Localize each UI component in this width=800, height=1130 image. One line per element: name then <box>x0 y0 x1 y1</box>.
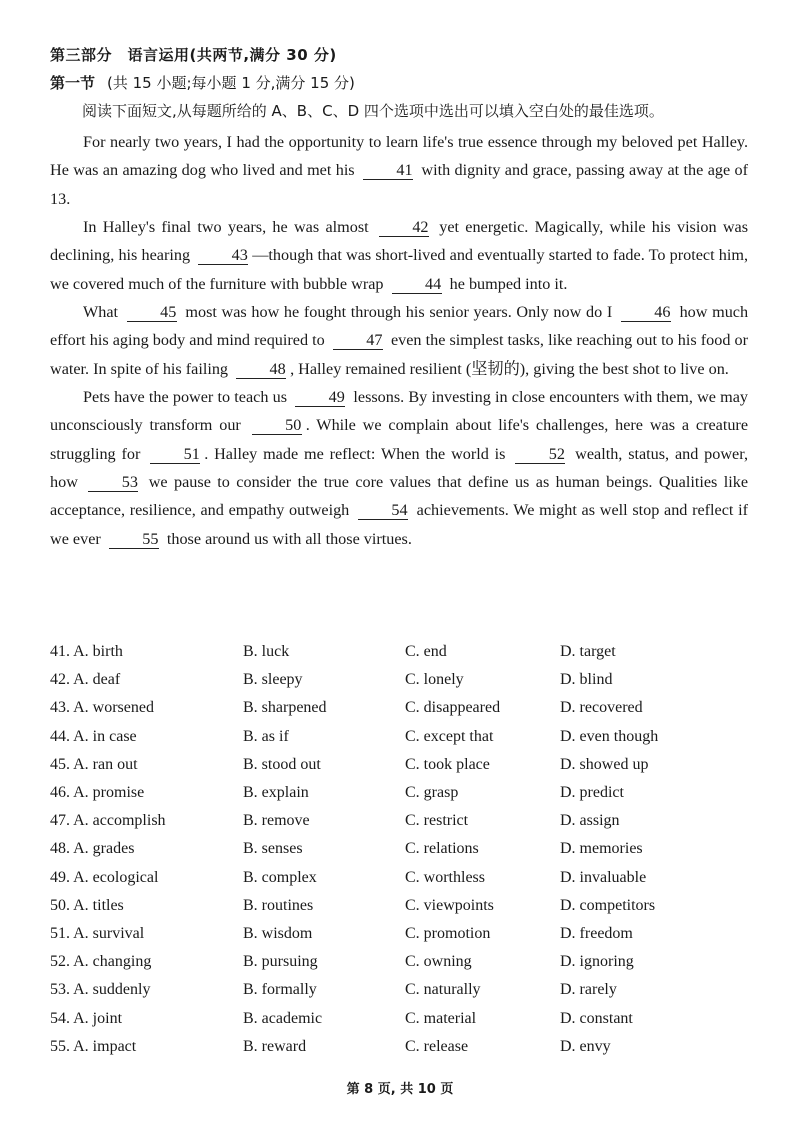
option-d: D. ignoring <box>560 953 634 971</box>
text: For nearly two years, I had the opportunity to learn life's true essence through my beloved pet Halley. He was an amazing dog who lived and met his <box>50 133 748 180</box>
blank-49: 49 <box>295 389 345 407</box>
option-c: C. took place <box>405 755 490 773</box>
blank-48: 48 <box>236 361 286 379</box>
text: Pets have the power to teach us <box>83 388 288 407</box>
option-d: D. recovered <box>560 699 643 717</box>
blank-54: 54 <box>358 502 408 520</box>
option-a: 51. A. survival <box>50 924 145 942</box>
option-a: 41. A. birth <box>50 643 123 661</box>
blank-51: 51 <box>150 446 200 464</box>
option-c: C. material <box>405 1009 477 1027</box>
option-row-42 <box>50 666 750 694</box>
option-c: C. promotion <box>405 924 491 942</box>
blank-47: 47 <box>333 332 383 350</box>
option-d: D. even though <box>560 727 659 745</box>
option-a: 53. A. suddenly <box>50 981 151 999</box>
option-row-45 <box>50 751 750 779</box>
option-row-41 <box>50 638 750 666</box>
option-d: D. assign <box>560 812 620 830</box>
option-a: 54. A. joint <box>50 1009 123 1027</box>
option-c: C. except that <box>405 727 494 745</box>
option-d: D. rarely <box>560 981 617 999</box>
blank-42: 42 <box>379 219 429 237</box>
text: In Halley's final two years, he was almost <box>83 218 369 237</box>
text: wealth, status, and power, how <box>50 444 749 492</box>
text: those around us with all those virtues. <box>166 529 412 548</box>
option-d: D. blind <box>560 671 613 689</box>
option-row-43 <box>50 694 750 722</box>
option-c: C. lonely <box>405 671 464 689</box>
cloze-passage <box>50 128 748 553</box>
option-row-54 <box>50 1004 750 1032</box>
option-c: C. disappeared <box>405 699 501 717</box>
option-a: 50. A. titles <box>50 896 124 914</box>
option-a: 55. A. impact <box>50 1037 137 1055</box>
option-row-47 <box>50 807 750 835</box>
option-c: C. restrict <box>405 812 469 830</box>
option-a: 49. A. ecological <box>50 868 159 886</box>
text: most was how he fought through his senior years. Only now do I <box>185 303 613 322</box>
option-b: B. academic <box>243 1009 323 1027</box>
option-b: B. sharpened <box>243 699 327 717</box>
section-info: (共 15 小题;每小题 1 分,满分 15 分) <box>107 74 355 92</box>
option-d: D. competitors <box>560 896 656 914</box>
option-row-51 <box>50 920 750 948</box>
blank-53: 53 <box>88 474 138 492</box>
text: we pause to consider the true core values that define us as human beings. Qualities like acceptance, resilience, and empathy outweigh <box>50 473 748 520</box>
option-row-53 <box>50 976 750 1004</box>
option-a: 48. A. grades <box>50 840 135 858</box>
option-c: C. naturally <box>405 981 481 999</box>
paragraph-1 <box>50 128 748 213</box>
option-row-49 <box>50 864 750 892</box>
text: —though that was short-lived and eventually started to fade. To protect him, we covered much of the furniture with bubble wrap <box>50 246 748 293</box>
text: , Halley remained resilient (坚韧的), giving the best shot to live on. <box>290 359 729 378</box>
option-a: 45. A. ran out <box>50 755 138 773</box>
option-b: B. formally <box>243 981 317 999</box>
text: achievements. We might as well stop and reflect if we ever <box>50 501 749 548</box>
option-d: D. target <box>560 643 616 661</box>
option-c: C. release <box>405 1037 469 1055</box>
blank-45: 45 <box>127 304 177 322</box>
option-a: 46. A. promise <box>50 784 145 802</box>
option-row-44 <box>50 723 750 751</box>
paragraph-3 <box>50 298 748 383</box>
option-d: D. freedom <box>560 924 633 942</box>
text: lessons. By investing in close encounters with them, we may unconsciously transform our <box>50 388 749 435</box>
option-c: C. relations <box>405 840 479 858</box>
text: how much effort his aging body and mind required to <box>50 303 749 350</box>
text: with dignity and grace, passing away at the age of 13. <box>50 161 749 208</box>
option-d: D. invaluable <box>560 868 647 886</box>
option-b: B. explain <box>243 784 309 802</box>
blank-44: 44 <box>392 276 442 294</box>
option-d: D. envy <box>560 1037 611 1055</box>
option-d: D. constant <box>560 1009 633 1027</box>
section-label: 第一节 <box>50 74 96 92</box>
option-b: B. complex <box>243 868 317 886</box>
options-table <box>50 638 750 1061</box>
text: . Halley made me reflect: When the world is <box>204 444 506 463</box>
option-a: 43. A. worsened <box>50 699 154 717</box>
option-row-50 <box>50 892 750 920</box>
blank-52: 52 <box>515 446 565 464</box>
option-b: B. senses <box>243 840 303 858</box>
option-b: B. routines <box>243 896 314 914</box>
option-c: C. end <box>405 643 447 661</box>
option-b: B. luck <box>243 643 290 661</box>
paragraph-2 <box>50 213 748 298</box>
instruction: 阅读下面短文,从每题所给的 A、B、C、D 四个选项中选出可以填入空白处的最佳选项。 <box>82 102 664 120</box>
text: What <box>83 303 119 322</box>
option-row-48 <box>50 835 750 863</box>
option-c: C. owning <box>405 953 472 971</box>
option-b: B. remove <box>243 812 310 830</box>
option-d: D. showed up <box>560 755 649 773</box>
blank-41: 41 <box>363 162 413 180</box>
option-b: B. stood out <box>243 755 321 773</box>
paragraph-4 <box>50 383 748 553</box>
option-d: D. predict <box>560 784 624 802</box>
option-a: 47. A. accomplish <box>50 812 166 830</box>
option-row-46 <box>50 779 750 807</box>
option-d: D. memories <box>560 840 643 858</box>
blank-46: 46 <box>621 304 671 322</box>
option-b: B. sleepy <box>243 671 303 689</box>
text: yet energetic. Magically, while his vision was declining, his hearing <box>50 218 749 265</box>
option-row-55 <box>50 1033 750 1061</box>
blank-43: 43 <box>198 247 248 265</box>
option-b: B. as if <box>243 727 289 745</box>
option-c: C. viewpoints <box>405 896 494 914</box>
option-b: B. reward <box>243 1037 307 1055</box>
option-c: C. grasp <box>405 784 459 802</box>
part-title: 第三部分 语言运用(共两节,满分 30 分) <box>50 46 337 64</box>
option-a: 52. A. changing <box>50 953 152 971</box>
option-c: C. worthless <box>405 868 485 886</box>
option-b: B. wisdom <box>243 924 313 942</box>
blank-55: 55 <box>109 531 159 549</box>
option-row-52 <box>50 948 750 976</box>
text: he bumped into it. <box>449 274 568 293</box>
section-heading <box>50 72 355 93</box>
blank-50: 50 <box>252 417 302 435</box>
option-a: 44. A. in case <box>50 727 137 745</box>
page-number: 第 8 页, 共 10 页 <box>346 1082 454 1097</box>
option-b: B. pursuing <box>243 953 318 971</box>
option-a: 42. A. deaf <box>50 671 121 689</box>
text: even the simplest tasks, like reaching out to his food or water. In spite of his failing <box>50 331 748 378</box>
text: . While we complain about life's challenges, here was a creature struggling for <box>50 416 749 463</box>
